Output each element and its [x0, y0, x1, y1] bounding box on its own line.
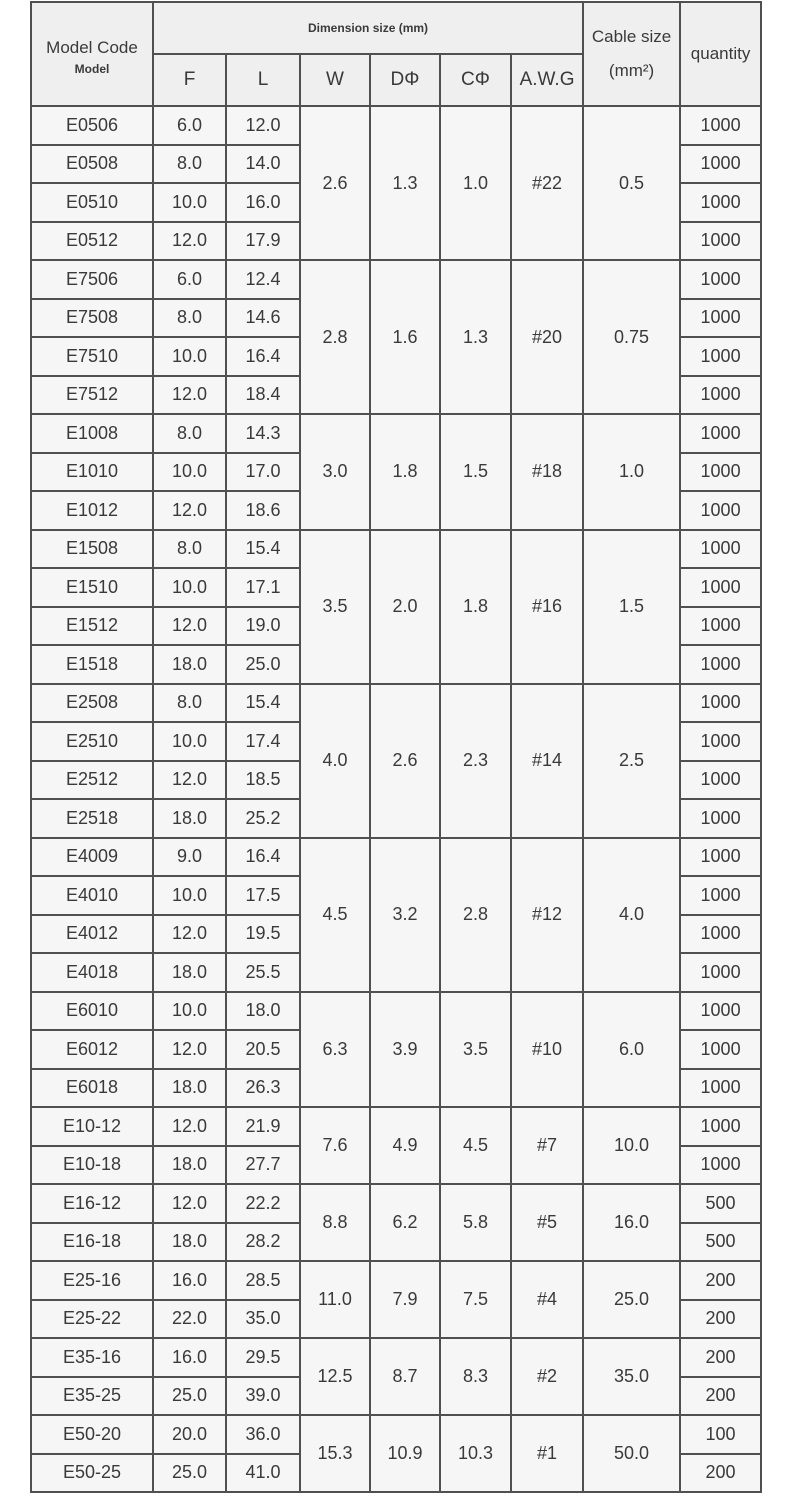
- quantity-cell: 1000: [680, 106, 761, 145]
- model-cell: E10-12: [31, 1107, 153, 1146]
- f-cell: 16.0: [153, 1261, 226, 1300]
- quantity-cell: 1000: [680, 337, 761, 376]
- l-cell: 18.5: [226, 761, 300, 800]
- f-cell: 8.0: [153, 684, 226, 723]
- quantity-cell: 100: [680, 1415, 761, 1454]
- cable-size-cell: 1.5: [583, 530, 680, 684]
- awg-cell: #18: [511, 414, 583, 530]
- f-cell: 6.0: [153, 260, 226, 299]
- model-cell: E4012: [31, 915, 153, 954]
- model-cell: E4009: [31, 838, 153, 877]
- model-cell: E2508: [31, 684, 153, 723]
- w-cell: 12.5: [300, 1338, 370, 1415]
- f-cell: 25.0: [153, 1454, 226, 1493]
- l-cell: 26.3: [226, 1069, 300, 1108]
- f-cell: 10.0: [153, 876, 226, 915]
- c-diameter-cell: 1.0: [440, 106, 511, 260]
- f-header: F: [153, 54, 226, 106]
- awg-cell: #4: [511, 1261, 583, 1338]
- model-cell: E1512: [31, 607, 153, 646]
- model-cell: E1010: [31, 453, 153, 492]
- quantity-cell: 1000: [680, 260, 761, 299]
- d-diameter-cell: 4.9: [370, 1107, 440, 1184]
- c-diameter-header: CΦ: [440, 54, 511, 106]
- model-cell: E2512: [31, 761, 153, 800]
- l-cell: 18.6: [226, 491, 300, 530]
- cable-size-cell: 6.0: [583, 992, 680, 1108]
- w-cell: 4.0: [300, 684, 370, 838]
- f-cell: 12.0: [153, 607, 226, 646]
- l-cell: 22.2: [226, 1184, 300, 1223]
- model-cell: E6012: [31, 1030, 153, 1069]
- l-cell: 18.4: [226, 376, 300, 415]
- quantity-cell: 1000: [680, 1069, 761, 1108]
- quantity-cell: 1000: [680, 145, 761, 184]
- l-cell: 39.0: [226, 1377, 300, 1416]
- l-cell: 21.9: [226, 1107, 300, 1146]
- f-cell: 18.0: [153, 1069, 226, 1108]
- model-code-header: [31, 2, 153, 106]
- model-cell: E1008: [31, 414, 153, 453]
- c-diameter-cell: 1.3: [440, 260, 511, 414]
- model-cell: E1518: [31, 645, 153, 684]
- model-cell: E1510: [31, 568, 153, 607]
- l-cell: 28.2: [226, 1223, 300, 1262]
- c-diameter-cell: 2.3: [440, 684, 511, 838]
- l-cell: 17.4: [226, 722, 300, 761]
- l-cell: 25.2: [226, 799, 300, 838]
- quantity-cell: 1000: [680, 838, 761, 877]
- quantity-cell: 1000: [680, 1146, 761, 1185]
- model-label: Model: [74, 62, 110, 76]
- quantity-cell: 1000: [680, 1030, 761, 1069]
- w-cell: 2.8: [300, 260, 370, 414]
- w-cell: 6.3: [300, 992, 370, 1108]
- awg-cell: #10: [511, 992, 583, 1108]
- f-cell: 10.0: [153, 722, 226, 761]
- table-row: [31, 414, 761, 453]
- quantity-cell: 200: [680, 1377, 761, 1416]
- quantity-cell: 1000: [680, 376, 761, 415]
- quantity-cell: 1000: [680, 992, 761, 1031]
- awg-cell: #22: [511, 106, 583, 260]
- awg-cell: #7: [511, 1107, 583, 1184]
- quantity-cell: 1000: [680, 183, 761, 222]
- w-cell: 3.0: [300, 414, 370, 530]
- l-cell: 36.0: [226, 1415, 300, 1454]
- d-diameter-cell: 10.9: [370, 1415, 440, 1492]
- table-header: [31, 2, 761, 106]
- f-cell: 12.0: [153, 1107, 226, 1146]
- l-cell: 16.4: [226, 838, 300, 877]
- l-cell: 17.0: [226, 453, 300, 492]
- quantity-cell: 1000: [680, 607, 761, 646]
- d-diameter-cell: 3.2: [370, 838, 440, 992]
- l-cell: 14.6: [226, 299, 300, 338]
- l-cell: 25.5: [226, 953, 300, 992]
- l-cell: 14.0: [226, 145, 300, 184]
- f-cell: 12.0: [153, 376, 226, 415]
- quantity-cell: 1000: [680, 414, 761, 453]
- model-cell: E25-22: [31, 1300, 153, 1339]
- l-cell: 28.5: [226, 1261, 300, 1300]
- l-cell: 35.0: [226, 1300, 300, 1339]
- quantity-cell: 200: [680, 1338, 761, 1377]
- l-cell: 18.0: [226, 992, 300, 1031]
- model-cell: E0506: [31, 106, 153, 145]
- terminal-spec-table: [30, 1, 762, 1493]
- quantity-cell: 200: [680, 1454, 761, 1493]
- c-diameter-cell: 3.5: [440, 992, 511, 1108]
- model-cell: E0508: [31, 145, 153, 184]
- model-cell: E35-25: [31, 1377, 153, 1416]
- table-row: [31, 1415, 761, 1454]
- cable-size-cell: 0.5: [583, 106, 680, 260]
- quantity-cell: 1000: [680, 299, 761, 338]
- d-diameter-cell: 2.0: [370, 530, 440, 684]
- c-diameter-cell: 1.8: [440, 530, 511, 684]
- f-cell: 10.0: [153, 337, 226, 376]
- model-cell: E7512: [31, 376, 153, 415]
- f-cell: 18.0: [153, 1223, 226, 1262]
- l-header: L: [226, 54, 300, 106]
- quantity-cell: 1000: [680, 568, 761, 607]
- f-cell: 16.0: [153, 1338, 226, 1377]
- l-cell: 14.3: [226, 414, 300, 453]
- w-cell: 15.3: [300, 1415, 370, 1492]
- l-cell: 15.4: [226, 684, 300, 723]
- model-cell: E0512: [31, 222, 153, 261]
- f-cell: 12.0: [153, 1184, 226, 1223]
- awg-cell: #12: [511, 838, 583, 992]
- model-cell: E4018: [31, 953, 153, 992]
- model-cell: E16-18: [31, 1223, 153, 1262]
- awg-cell: #5: [511, 1184, 583, 1261]
- awg-cell: #16: [511, 530, 583, 684]
- cable-size-cell: 35.0: [583, 1338, 680, 1415]
- cable-size-cell: 50.0: [583, 1415, 680, 1492]
- f-cell: 12.0: [153, 761, 226, 800]
- f-cell: 25.0: [153, 1377, 226, 1416]
- d-diameter-cell: 3.9: [370, 992, 440, 1108]
- quantity-cell: 1000: [680, 761, 761, 800]
- f-cell: 6.0: [153, 106, 226, 145]
- awg-cell: #20: [511, 260, 583, 414]
- model-cell: E7506: [31, 260, 153, 299]
- model-cell: E35-16: [31, 1338, 153, 1377]
- c-diameter-cell: 7.5: [440, 1261, 511, 1338]
- model-code-label: Model Code: [46, 38, 138, 57]
- model-cell: E16-12: [31, 1184, 153, 1223]
- f-cell: 8.0: [153, 299, 226, 338]
- l-cell: 19.5: [226, 915, 300, 954]
- l-cell: 15.4: [226, 530, 300, 569]
- f-cell: 8.0: [153, 145, 226, 184]
- d-diameter-cell: 7.9: [370, 1261, 440, 1338]
- f-cell: 18.0: [153, 953, 226, 992]
- table-row: [31, 260, 761, 299]
- cable-size-cell: 25.0: [583, 1261, 680, 1338]
- awg-header: A.W.G: [511, 54, 583, 106]
- f-cell: 12.0: [153, 1030, 226, 1069]
- model-cell: E1508: [31, 530, 153, 569]
- d-diameter-cell: 1.6: [370, 260, 440, 414]
- table-body: [31, 106, 761, 1492]
- l-cell: 29.5: [226, 1338, 300, 1377]
- f-cell: 12.0: [153, 491, 226, 530]
- cable-size-label: Cable size: [591, 27, 672, 46]
- quantity-cell: 1000: [680, 915, 761, 954]
- f-cell: 10.0: [153, 992, 226, 1031]
- f-cell: 9.0: [153, 838, 226, 877]
- l-cell: 16.4: [226, 337, 300, 376]
- table-row: [31, 684, 761, 723]
- f-cell: 8.0: [153, 530, 226, 569]
- table-row: [31, 530, 761, 569]
- quantity-cell: 1000: [680, 453, 761, 492]
- l-cell: 17.5: [226, 876, 300, 915]
- l-cell: 27.7: [226, 1146, 300, 1185]
- d-diameter-cell: 8.7: [370, 1338, 440, 1415]
- awg-cell: #1: [511, 1415, 583, 1492]
- f-cell: 10.0: [153, 453, 226, 492]
- cable-size-cell: 0.75: [583, 260, 680, 414]
- l-cell: 41.0: [226, 1454, 300, 1493]
- quantity-cell: 1000: [680, 1107, 761, 1146]
- w-cell: 3.5: [300, 530, 370, 684]
- awg-cell: #14: [511, 684, 583, 838]
- l-cell: 25.0: [226, 645, 300, 684]
- d-diameter-cell: 1.3: [370, 106, 440, 260]
- w-cell: 7.6: [300, 1107, 370, 1184]
- quantity-cell: 1000: [680, 491, 761, 530]
- c-diameter-cell: 8.3: [440, 1338, 511, 1415]
- model-cell: E7508: [31, 299, 153, 338]
- f-cell: 18.0: [153, 799, 226, 838]
- c-diameter-cell: 1.5: [440, 414, 511, 530]
- f-cell: 12.0: [153, 915, 226, 954]
- model-cell: E2518: [31, 799, 153, 838]
- c-diameter-cell: 2.8: [440, 838, 511, 992]
- awg-cell: #2: [511, 1338, 583, 1415]
- model-cell: E50-20: [31, 1415, 153, 1454]
- cable-size-cell: 10.0: [583, 1107, 680, 1184]
- f-cell: 20.0: [153, 1415, 226, 1454]
- quantity-cell: 1000: [680, 530, 761, 569]
- d-diameter-header: DΦ: [370, 54, 440, 106]
- model-cell: E7510: [31, 337, 153, 376]
- f-cell: 10.0: [153, 183, 226, 222]
- table-row: [31, 992, 761, 1031]
- l-cell: 12.0: [226, 106, 300, 145]
- model-cell: E2510: [31, 722, 153, 761]
- model-cell: E4010: [31, 876, 153, 915]
- w-cell: 2.6: [300, 106, 370, 260]
- model-cell: E50-25: [31, 1454, 153, 1493]
- quantity-cell: 500: [680, 1223, 761, 1262]
- table-row: [31, 106, 761, 145]
- f-cell: 18.0: [153, 645, 226, 684]
- cable-size-cell: 2.5: [583, 684, 680, 838]
- c-diameter-cell: 10.3: [440, 1415, 511, 1492]
- l-cell: 19.0: [226, 607, 300, 646]
- model-cell: E6010: [31, 992, 153, 1031]
- cable-size-cell: 4.0: [583, 838, 680, 992]
- quantity-cell: 1000: [680, 722, 761, 761]
- w-cell: 4.5: [300, 838, 370, 992]
- table-row: [31, 838, 761, 877]
- f-cell: 8.0: [153, 414, 226, 453]
- c-diameter-cell: 4.5: [440, 1107, 511, 1184]
- model-cell: E10-18: [31, 1146, 153, 1185]
- w-cell: 11.0: [300, 1261, 370, 1338]
- w-cell: 8.8: [300, 1184, 370, 1261]
- d-diameter-cell: 2.6: [370, 684, 440, 838]
- model-cell: E1012: [31, 491, 153, 530]
- quantity-cell: 500: [680, 1184, 761, 1223]
- model-cell: E0510: [31, 183, 153, 222]
- w-header: W: [300, 54, 370, 106]
- model-cell: E6018: [31, 1069, 153, 1108]
- quantity-cell: 200: [680, 1261, 761, 1300]
- quantity-header: quantity: [680, 2, 761, 106]
- f-cell: 12.0: [153, 222, 226, 261]
- d-diameter-cell: 1.8: [370, 414, 440, 530]
- l-cell: 20.5: [226, 1030, 300, 1069]
- dimension-size-header: Dimension size (mm): [153, 2, 583, 54]
- quantity-cell: 200: [680, 1300, 761, 1339]
- quantity-cell: 1000: [680, 222, 761, 261]
- f-cell: 18.0: [153, 1146, 226, 1185]
- l-cell: 12.4: [226, 260, 300, 299]
- cable-size-cell: 16.0: [583, 1184, 680, 1261]
- cable-unit-label: (mm²): [608, 61, 655, 80]
- quantity-cell: 1000: [680, 684, 761, 723]
- d-diameter-cell: 6.2: [370, 1184, 440, 1261]
- table-row: [31, 1184, 761, 1223]
- l-cell: 17.9: [226, 222, 300, 261]
- cable-size-cell: 1.0: [583, 414, 680, 530]
- c-diameter-cell: 5.8: [440, 1184, 511, 1261]
- quantity-cell: 1000: [680, 953, 761, 992]
- f-cell: 22.0: [153, 1300, 226, 1339]
- table-row: [31, 1338, 761, 1377]
- quantity-cell: 1000: [680, 876, 761, 915]
- table-row: [31, 1107, 761, 1146]
- table-row: [31, 1261, 761, 1300]
- l-cell: 17.1: [226, 568, 300, 607]
- cable-size-header: [583, 2, 680, 106]
- quantity-cell: 1000: [680, 799, 761, 838]
- quantity-cell: 1000: [680, 645, 761, 684]
- model-cell: E25-16: [31, 1261, 153, 1300]
- f-cell: 10.0: [153, 568, 226, 607]
- l-cell: 16.0: [226, 183, 300, 222]
